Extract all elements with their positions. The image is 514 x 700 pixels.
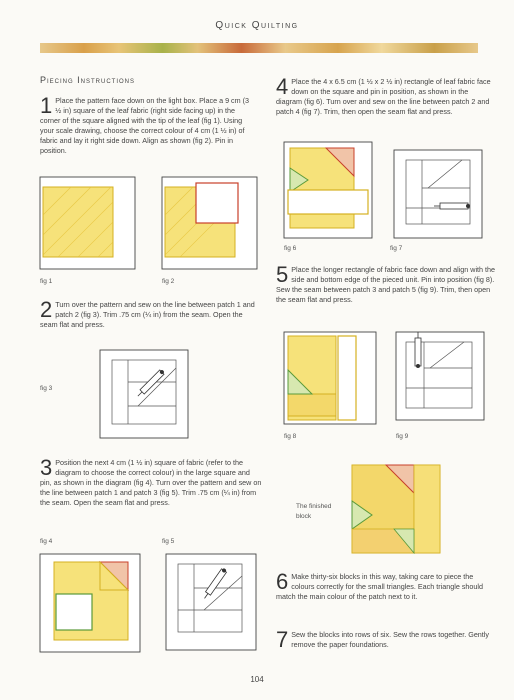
step-number: 5 [276, 262, 289, 287]
step-number: 7 [276, 627, 289, 652]
section-title: Piecing Instructions [40, 75, 136, 85]
step-number: 2 [40, 297, 53, 322]
finished-caption-line-2: block [296, 513, 312, 520]
finished-block-diagram [350, 463, 442, 555]
step-1 [40, 93, 255, 156]
decorative-band [40, 43, 478, 53]
step-text: Position the next 4 cm (1 ½ in) square of fabric (refer to the diagram to choose the correct colour) in the large square and pin, as shown in the diagram (fig 4). Turn over the pattern and sew on the line between patch 1 and patch 3 (fig 5). Trim .75 cm (¼ in) from the seam. Open the seam flat and press. [40, 458, 262, 507]
step-2 [40, 297, 260, 330]
step-text: Sew the blocks into rows of six. Sew the rows together. Gently remove the paper foundations. [291, 630, 489, 649]
fig-5-caption: fig 5 [162, 538, 175, 545]
fig-5-diagram [164, 552, 258, 652]
step-text: Place the pattern face down on the light box. Place a 9 cm (3 ½ in) square of the leaf fabric (right side facing up) in the corner of the square aligned with the tip of the leaf (fig 1). Using your scale drawing, choose the correct colour of 4 cm (1 ½ in) of fabric and lay it right side down. Align as shown (fig 2). Pin in position. [40, 96, 250, 155]
fig-2-diagram [160, 175, 260, 272]
page-number: 104 [250, 675, 264, 684]
fig-9-caption: fig 9 [396, 433, 409, 440]
fig-8-caption: fig 8 [284, 433, 297, 440]
fig-9-diagram [394, 330, 486, 422]
fig-4-diagram [38, 552, 142, 654]
fig-7-diagram [392, 148, 484, 240]
fig-1-caption: fig 1 [40, 278, 53, 285]
fig-3-caption: fig 3 [40, 385, 53, 392]
step-5 [276, 262, 496, 305]
fig-3-diagram [98, 348, 190, 440]
step-number: 1 [40, 93, 53, 118]
step-text: Place the 4 x 6.5 cm (1 ½ x 2 ½ in) rectangle of leaf fabric face down on the square and pin in position, as shown in the diagram (fig 6). Turn over and sew on the line between patch 2 and patch 4 (fig 7). Trim, then open the seam flat and press. [276, 77, 491, 116]
step-7 [276, 627, 498, 652]
fig-6-caption: fig 6 [284, 245, 297, 252]
step-text: Make thirty-six blocks in this way, taking care to piece the colours correctly for the small triangles. Each triangle should match the main colour of the patch next to it. [276, 572, 484, 601]
finished-block-caption [296, 502, 331, 522]
step-number: 6 [276, 569, 289, 594]
step-text: Place the longer rectangle of fabric face down and align with the side and bottom edge of the pieced unit. Pin into position (fig 8). Sew the seam between patch 3 and patch 5 (fig 9). Trim, then open the seam flat and press. [276, 265, 496, 304]
step-3 [40, 455, 262, 508]
step-text: Turn over the pattern and sew on the line between patch 1 and patch 2 (fig 3). Trim .75 cm (¼ in) from the seam. Open the seam flat and press. [40, 300, 255, 329]
step-6 [276, 569, 498, 602]
fig-1-diagram [38, 175, 138, 272]
finished-caption-line-1: The finished [296, 503, 332, 510]
step-number: 3 [40, 455, 53, 480]
fig-2-caption: fig 2 [162, 278, 175, 285]
fig-7-caption: fig 7 [390, 245, 403, 252]
step-number: 4 [276, 74, 289, 99]
fig-6-diagram [282, 140, 374, 240]
fig-8-diagram [282, 330, 378, 426]
running-header: Quick Quilting [215, 20, 299, 31]
step-4 [276, 74, 496, 117]
fig-4-caption: fig 4 [40, 538, 53, 545]
